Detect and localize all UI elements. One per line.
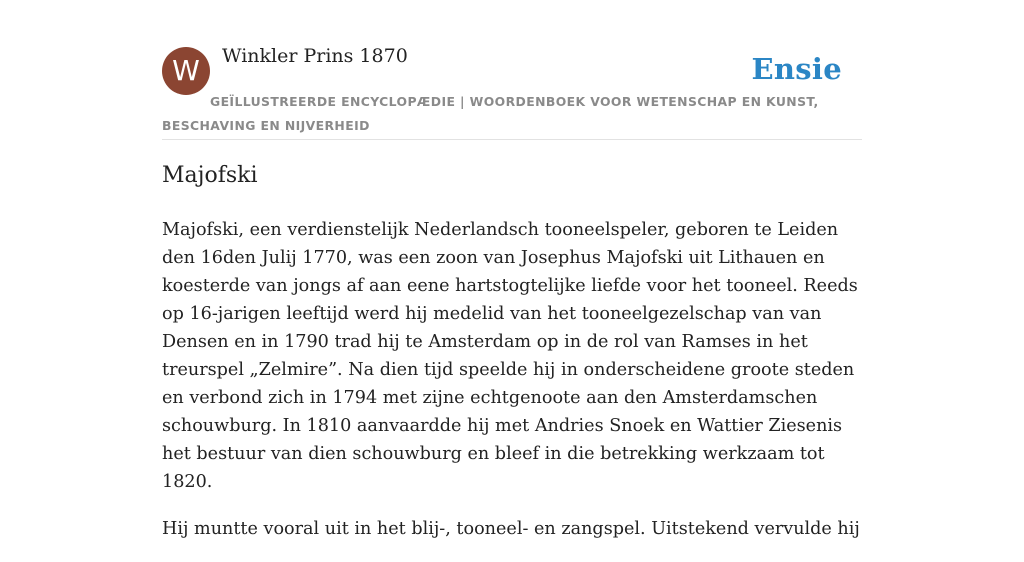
header xyxy=(162,0,862,140)
page xyxy=(162,0,862,539)
brand-logo[interactable]: Ensie xyxy=(751,52,842,86)
article-paragraph: Majofski, een verdienstelijk Nederlandsch tooneelspeler, geboren te Leiden den 16den Julij 1770, was een zoon van Josephus Majofski uit Lithauen en koesterde van jongs af aan eene hartstogtelijke liefde voor het tooneel. Reeds op 16-jarigen leeftijd werd hij medelid van het tooneelgezelschap van van Densen en in 1790 trad hij te Amsterdam op in de rol van Ramses in het treurspel „Zelmire”. Na dien tijd speelde hij in onderscheidene groote steden en verbond zich in 1794 met zijne echtgenoote aan den Amsterdamschen schouwburg. In 1810 aanvaardde hij met Andries Snoek en Wattier Ziesenis het bestuur van dien schouwburg en bleef in die betrekking werkzaam tot 1820. xyxy=(162,220,858,492)
article-title: Majofski xyxy=(162,163,258,188)
source-subtitle: GEÏLLUSTREERDE ENCYCLOPÆDIE | WOORDENBOEK VOOR WETENSCHAP EN KUNST, BESCHAVING EN NIJVERHEID xyxy=(162,94,819,133)
source-title[interactable]: Winkler Prins 1870 xyxy=(222,45,408,67)
avatar[interactable]: W xyxy=(162,47,210,95)
article-body xyxy=(162,216,867,562)
article-paragraph: Hij muntte vooral uit in het blij-, tooneel- en zangspel. Uitstekend vervulde hij xyxy=(162,519,860,539)
